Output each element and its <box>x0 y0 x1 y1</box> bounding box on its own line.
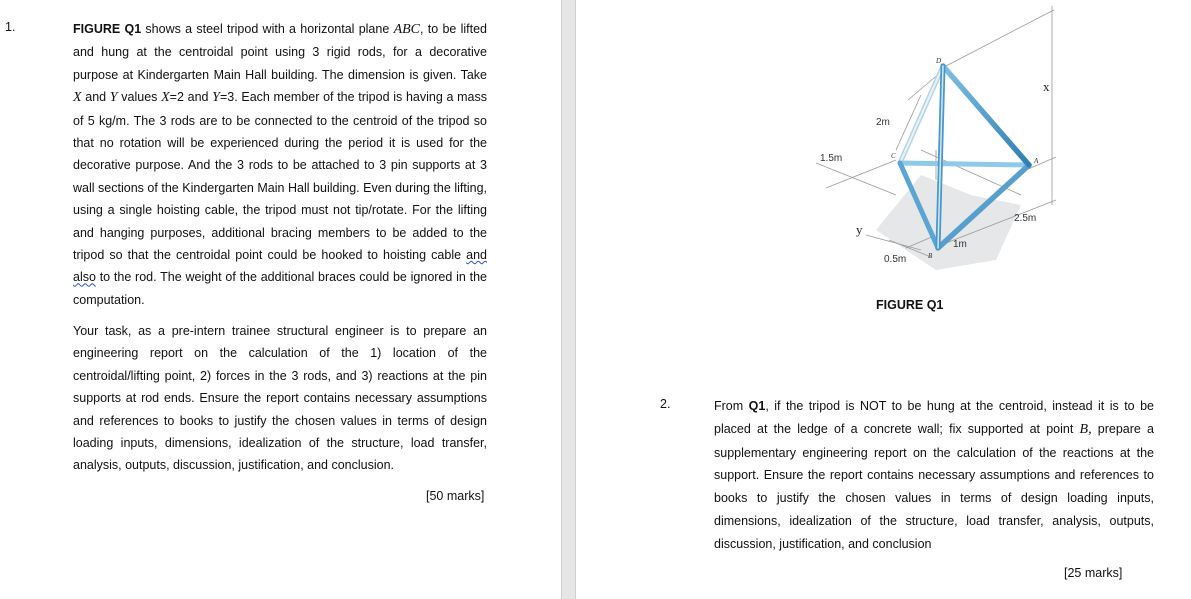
question-reference: Q1 <box>748 399 766 413</box>
question-1-marks: [50 marks] <box>426 489 485 503</box>
label-2m: 2m <box>876 117 890 128</box>
question-2-marks: [25 marks] <box>1064 566 1123 580</box>
question-2-number: 2. <box>660 397 671 411</box>
left-page <box>0 0 561 599</box>
label-1-5m: 1.5m <box>820 153 843 164</box>
dimension-line <box>946 14 1046 66</box>
question-2-paragraph: From Q1, if the tripod is NOT to be hung at the centroid, instead it is to be placed at the ledge of a concrete wall; fix supported at point B, prepare a supplementary engineering report on the calculation of the reactions at the support. Ensure the report contains necessary assumptions and references to books to justify the chosen values in terms of design loading inputs, dimensions, idealization of the structure, load transfer, analysis, outputs, discussion, justification, and conclusion <box>714 399 1155 551</box>
label-a: A <box>1034 157 1039 165</box>
dimension-line <box>816 163 896 195</box>
label-c: C <box>891 152 896 160</box>
dimension-line <box>1046 10 1054 14</box>
label-2-5m: 2.5m <box>1014 213 1037 224</box>
label-1m: 1m <box>953 239 967 250</box>
spellcheck-underline: and also <box>73 248 487 285</box>
figure-caption: FIGURE Q1 <box>876 298 944 312</box>
figure-reference: FIGURE Q1 <box>73 22 142 36</box>
question-1-number: 1. <box>5 20 16 34</box>
page-gutter <box>561 0 576 599</box>
support-point: B, <box>1079 421 1092 437</box>
tripod-figure <box>576 0 1191 290</box>
label-b: B <box>928 252 933 260</box>
rod-da <box>943 66 1029 165</box>
dimension-line <box>826 160 896 188</box>
plane-label: ABC <box>393 22 421 37</box>
question-1-paragraph-1: FIGURE Q1 shows a steel tripod with a horizontal plane ABC, to be lifted and hung at the centroidal point using 3 rigid rods, for a decorative purpose at Kindergarten Main Hall building. The dimension is given. Take X and Y values X=2 and Y=3. Each member of the tripod is having a mass of 5 kg/m. The 3 rods are to be connected to the centroid of the tripod so that no rotation will be experienced during the period it is used for the decorative purpose. And the 3 rods to be attached to 3 pin supports at 3 wall sections of the Kindergarten Main Hall building. Even during the lifting, using a single hoisting cable, the tripod must not tip/rotate. For the lifting and hanging purposes, additional bracing members to be added to the tripod so that the centroidal point could be hooked to hoisting cable and also to the rod. The weight of the additional braces could be ignored in the computation. <box>73 22 488 307</box>
label-0-5m: 0.5m <box>884 254 907 265</box>
right-page <box>576 0 1191 599</box>
label-d: D <box>936 57 942 65</box>
label-x: x <box>1043 79 1050 94</box>
question-1-paragraph-2: Your task, as a pre-intern trainee structural engineer is to prepare an engineering report on the calculation of the 1) location of the centroidal/lifting point, 2) forces in the 3 rods, and 3) reactions at the pin supports at rod ends. Ensure the report contains necessary assumptions and references to books to justify the chosen values in terms of design loading inputs, dimensions, idealization of the structure, load transfer, analysis, outputs, discussion, justification, and conclusion. <box>73 324 487 473</box>
label-y: y <box>856 222 863 237</box>
rod-ca <box>900 163 1029 165</box>
